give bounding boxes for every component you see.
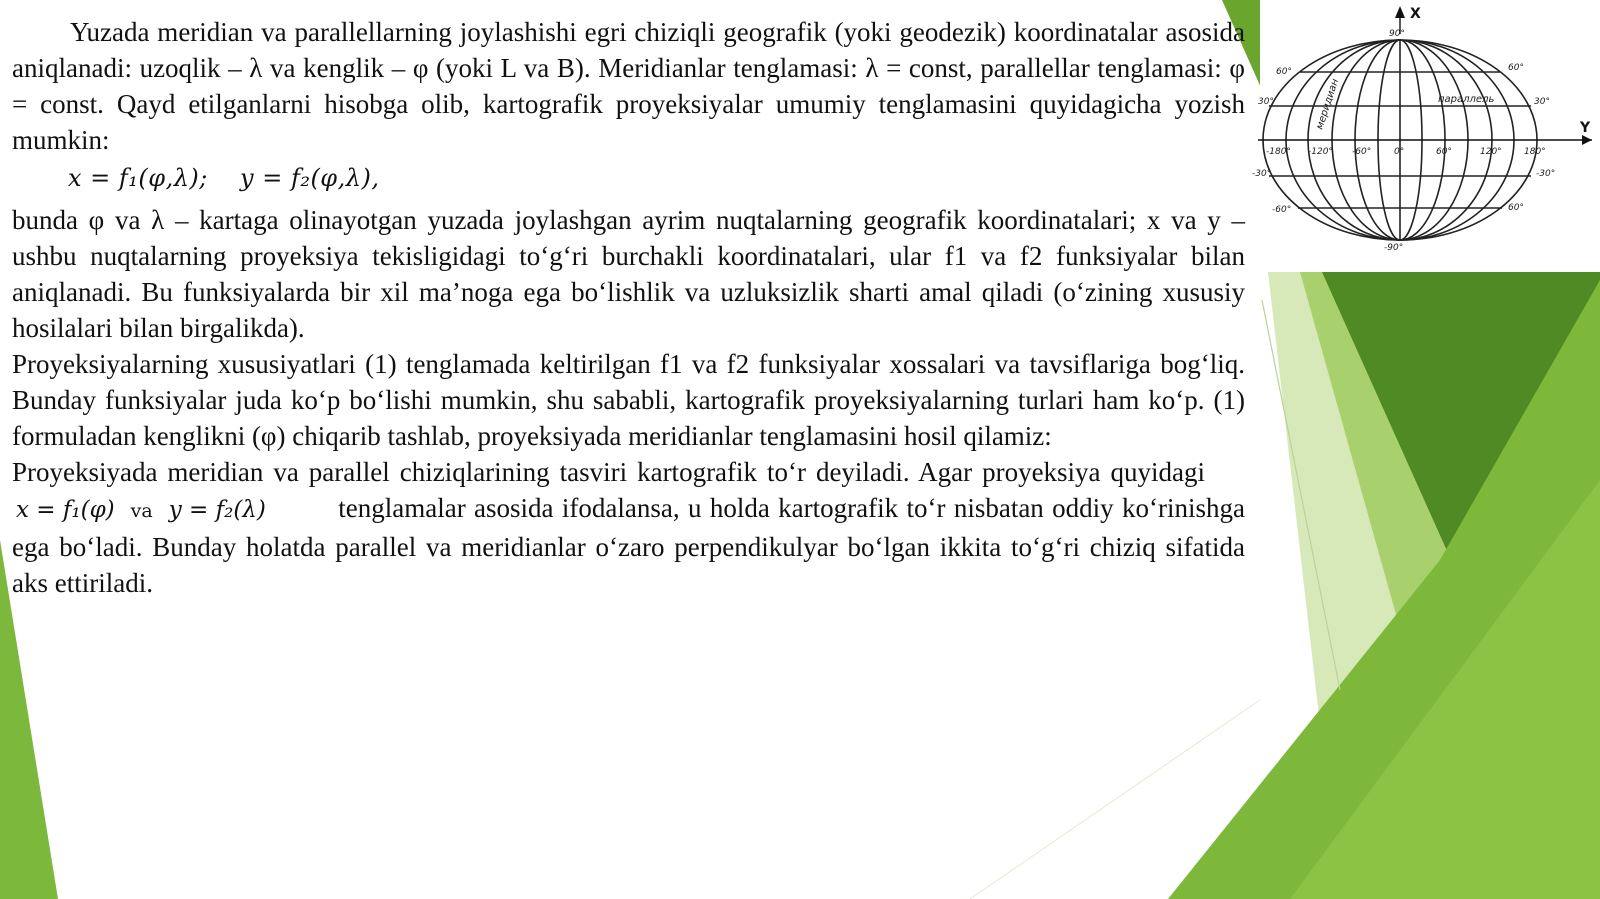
lat-label-m60-left: -60°	[1272, 205, 1292, 215]
lat-label-minus90: -90°	[1384, 243, 1404, 253]
paragraph-1: Yuzada meridian va parallellarning joylashishi egri chiziqli geografik (yoki geodezik) koordinatalar asosida aniqlanadi: uzoqlik – λ va kenglik – φ (yoki L va B). Meridianlar tenglamasi: λ = const, parallellar tenglamasi: φ = const. Qayd etilganlarni hisobga olib, kartografik proyeksiyalar umumiy tenglamasini quyidagicha yozish mumkin:	[12, 17, 1245, 155]
formula-x: x = f₁(φ,λ);	[68, 164, 208, 192]
lon-label: -60°	[1352, 147, 1372, 157]
x-axis-arrow	[1395, 6, 1405, 18]
meridian-label: меридиан	[1314, 77, 1342, 131]
graticule-figure	[1252, 0, 1600, 272]
longitude-labels	[1266, 147, 1546, 157]
paragraph-3: Proyeksiyalarning xususiyatlari (1) tenglamada keltirilgan f1 va f2 funksiyalar xossalari va tavsiflariga bog‘liq. Bunday funksiyalar juda ko‘p bo‘lishi mumkin, shu sababli, kartografik proyeksiyalarning turlari ham ko‘p. (1) formuladan kenglikni (φ) chiqarib tashlab, proyeksiyada meridianlar tenglamasini hosil qilamiz:	[12, 349, 1245, 451]
lon-label: -120°	[1308, 147, 1333, 157]
main-text	[12, 14, 1245, 601]
paragraph-4-start: Proyeksiyada meridian va parallel chiziqlarining tasviri kartografik to‘r deyiladi. Agar proyeksiya quyidagi	[12, 457, 1205, 487]
lon-label: 180°	[1524, 147, 1546, 157]
paragraph-4-end: tenglamalar asosida ifodalansa, u holda kartografik to‘r nisbatan oddiy ko‘rinishga ega bo‘ladi. Bunday holatda parallel va meridianlar o‘zaro perpendikulyar bo‘lgan ikkita to‘g‘ri chiziq sifatida aks ettiriladi.	[12, 493, 1246, 598]
formula-simple-y: y = f₂(λ)	[168, 497, 266, 523]
lat-label-60-right: 60°	[1508, 63, 1524, 73]
lat-label-m60-right: 60°	[1508, 203, 1524, 213]
lat-label-90: 90°	[1389, 29, 1405, 39]
lat-label-30-right: 30°	[1534, 97, 1550, 107]
lat-label-m30-right: -30°	[1536, 169, 1556, 179]
lat-label-m30-left: -30°	[1252, 169, 1272, 179]
lat-label-60-left: 60°	[1276, 67, 1292, 77]
formula-simple-va: va	[130, 500, 153, 522]
lon-label: -180°	[1266, 147, 1291, 157]
lat-label-30-left: 30°	[1258, 97, 1274, 107]
parallel-label: параллель	[1438, 94, 1495, 105]
formula-y: y = f₂(φ,λ),	[240, 164, 380, 192]
y-axis-arrow	[1582, 135, 1592, 145]
formula-general	[12, 158, 1245, 202]
formula-simple-x: x = f₁(φ)	[16, 497, 115, 523]
paragraph-4	[12, 454, 1245, 601]
lon-label: 60°	[1436, 147, 1452, 157]
paragraph-2: bunda φ va λ – kartaga olinayotgan yuzada joylashgan ayrim nuqtalarning geografik koordinatalari; x va y – ushbu nuqtalarning proyeksiya tekisligidagi to‘g‘ri burchakli koordinatalari, ular f1 va f2 funksiyalar bilan aniqlanadi. Bu funksiyalarda bir xil ma’noga ega bo‘lishlik va uzluksizlik sharti amal qiladi (o‘zining xususiy hosilalari bilan birgalikda).	[12, 205, 1245, 343]
axis-label-y: Y	[1580, 120, 1591, 136]
axis-label-x: X	[1410, 6, 1421, 22]
lon-label: 0°	[1394, 147, 1405, 157]
lon-label: 120°	[1480, 147, 1502, 157]
